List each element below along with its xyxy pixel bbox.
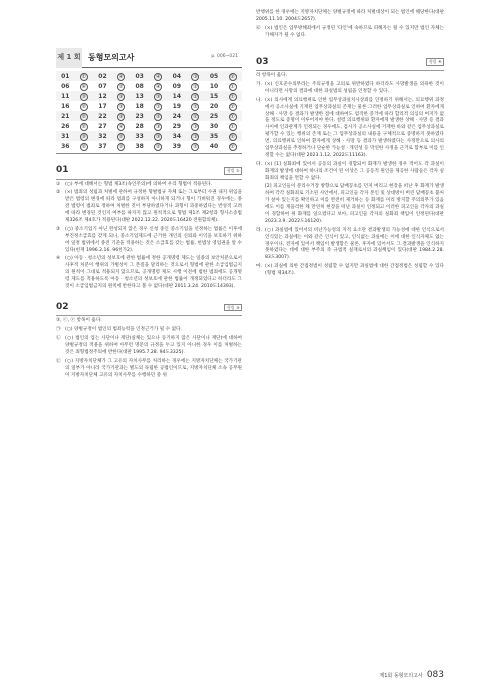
item-mark: 다. — [256, 161, 262, 167]
item-mark: 가. — [256, 81, 262, 87]
choice-circle: ③ — [118, 93, 124, 100]
answer-choice — [112, 111, 131, 121]
question-body-02 — [56, 318, 242, 379]
answer-tag — [426, 58, 444, 66]
answer-lead: 라 항목이 옳다. — [256, 73, 288, 79]
answer-choice — [75, 111, 94, 121]
divider — [56, 153, 242, 154]
answer-tag — [224, 167, 242, 175]
choice-circle: ② — [230, 133, 235, 140]
choice-circle: ② — [81, 113, 87, 120]
tag-answer: ④ — [438, 59, 442, 65]
question-body-01 — [56, 182, 242, 291]
answer-number: 07 — [98, 82, 107, 90]
answer-choice — [75, 101, 94, 111]
answer-choice — [186, 121, 205, 131]
answer-number: 14 — [168, 91, 187, 101]
list-item — [56, 190, 242, 224]
item-mark: ② — [56, 190, 61, 196]
answer-number: 29 — [172, 122, 182, 130]
answer-choice — [112, 131, 131, 141]
question-header-03 — [256, 56, 444, 72]
answer-number: 12 — [93, 91, 112, 101]
item-text: (○) 과실범에 있어서의 비난가능성의 지적 요소란 결과발생의 가능성에 대한 인식으로서 인식있는 과실에는 이와 같은 인식이 있고, 인식없는 과실에는 이에 대한 인식자체도 없는 경우이나, 전자에 있어서 책임이 발생함은 물론, 후자에 있어서도 그 결과발생을 인식하지 못하였다는 데에 대한 부주의 즉 규범적 실재로서의 과실책임이 있다(대판 1984.2.28. 83도3007). — [265, 227, 444, 261]
choice-circle: ② — [156, 143, 161, 150]
continued-text — [256, 10, 444, 40]
choice-circle: ④ — [118, 123, 124, 130]
choice-circle: ② — [193, 93, 198, 100]
choice-circle: ② — [230, 103, 235, 110]
answer-row — [56, 111, 242, 121]
answer-row — [56, 101, 242, 111]
question-body-03 — [256, 73, 444, 278]
list-item — [256, 26, 444, 40]
answer-number: 17 — [98, 102, 107, 110]
list-item — [56, 359, 242, 380]
answer-number: 22 — [93, 111, 112, 121]
answer-number: 03 — [130, 71, 149, 81]
item-text: (×) 과실에 의한 간접정범이 성립할 수 없지만 과실범에 대한 간접정범은 성립할 수 있다(형법 제34조). — [265, 264, 444, 277]
choice-circle: ② — [118, 83, 124, 90]
choice-circle: ③ — [156, 93, 161, 100]
answer-choice — [149, 71, 168, 81]
answer-number: 19 — [172, 102, 182, 110]
answer-number: 34 — [168, 131, 187, 141]
answer-choice — [149, 111, 168, 121]
list-item — [56, 256, 242, 290]
answer-number: 01 — [56, 71, 75, 81]
item-text: (○) 법인의 업는 사단이나 재단(실체는 있으나 등기하지 않은 사단이나 재단)에 대하여 양벌규정의 적용을 위하여 아무런 명문의 규정을 두고 있지 아니한 경우 이를 처벌하는 것은 죄형법정주의에 반한다(대판 1995.7.28. 94도3325). — [65, 336, 242, 355]
answer-choice — [186, 101, 205, 111]
tag-answer: ③ — [236, 304, 240, 310]
item-text: (×) 범죄의 성립과 처벌에 관하여 규정한 형벌법규 자체 또는 그로부터 수권 내지 위임을 받은 법령의 변경에 따라 범죄를 구성하지 아니하게 되거나 형이 가벼워진 경우에는, 종전 법령이 범죄로 정하여 처벌한 것이 부당하였다거나 과형이 과중하였다는 반성적 고려에 따라 변경된 것인지 여부를 따지지 않고 원칙적으로 형법 제1조 제2항과 형사소송법 제326조 제4호가 적용된다(대판 2022.12.22. 2020도16420 전원합의체). — [65, 190, 242, 223]
list-item — [56, 327, 242, 334]
list-item — [256, 264, 444, 278]
answer-choice — [112, 141, 131, 151]
answer-grid — [56, 71, 242, 151]
item-mark: 마. — [256, 264, 262, 270]
answer-number: 05 — [205, 71, 224, 81]
answer-lead: ③, ⓒ, ⓔ 항목이 옳다. — [56, 318, 102, 324]
list-item — [56, 227, 242, 255]
answer-number: 11 — [56, 91, 75, 101]
choice-circle: ③ — [156, 123, 161, 130]
answer-choice — [186, 71, 205, 81]
answer-choice — [186, 91, 205, 101]
answer-choice — [112, 121, 131, 131]
answer-choice — [112, 101, 131, 111]
item-text: (○) 중소기업기 아닌 완성되지 않은 경우 신청 중인 중소기업을 선정하는 법률은 이후에 부진정소급효를 갖게 되나, 중소기업제도에 근거한 개인의 신뢰와 이익을 보호하기 위하여 일정 범위에서 종전 기준을 적용하는 것은 소급효를 갖는 법률, 헌법상 영업권을 알 수 있다(헌재 1996.2.16. 96헌가2). — [65, 226, 242, 253]
answer-number: 16 — [61, 102, 70, 110]
item-text: (○) 부에 대해서는 형법 제3조(속인주의)에 의하여 우리 형법이 적용된다. — [65, 181, 213, 187]
answer-number: 18 — [135, 102, 144, 110]
answer-number: 32 — [93, 131, 112, 141]
answer-number: 27 — [98, 122, 107, 130]
question-number: 01 — [56, 165, 69, 175]
answer-number: 13 — [130, 91, 149, 101]
answer-choice — [75, 141, 94, 151]
answer-number: 30 — [209, 122, 219, 130]
choice-circle: ② — [193, 83, 198, 90]
answer-row — [56, 131, 242, 141]
answer-number: 21 — [56, 111, 75, 121]
answer-choice — [186, 81, 205, 91]
choice-circle: ④ — [156, 73, 161, 80]
tag-label: 형법 — [226, 167, 235, 173]
choice-circle: ④ — [81, 83, 87, 90]
item-mark: 라. — [256, 227, 262, 233]
left-column — [56, 48, 242, 379]
answer-choice — [149, 131, 168, 141]
answer-number: 09 — [172, 82, 182, 90]
item-text: (○) 아동 · 청소년의 성보호에 관한 법률에 정한 공개명령 제도는 일종의 보안처분으로서 사후적 처분이 행위의 가벌성이 그 본질을 달리하는 것으로서 형법에 관한 소급입법금지의 원칙이 그대로 적용되지 않으므로, 공개명령 제도 시행 이전에 범한 범죄에도 공개명령 제도를 적용하도록 아동 · 청소년의 성보호에 관한 법률이 개정되었다고 하더라도 그것이 소급입법금지의 원칙에 반한다고 볼 수 없다(대판 2011.3.24. 2010도14393). — [65, 256, 242, 289]
answer-choice — [223, 91, 242, 101]
answer-key-pages: p. 006~021 — [211, 54, 238, 60]
tag-label: 형법 — [428, 59, 437, 65]
answer-choice — [75, 131, 94, 141]
answer-choice — [149, 101, 168, 111]
choice-circle: ④ — [118, 73, 124, 80]
answer-number: 38 — [135, 142, 144, 150]
choice-circle: ② — [193, 143, 198, 150]
list-item — [256, 228, 444, 262]
choice-circle: ① — [230, 123, 235, 130]
item-text: (×) 법인은 업무방해죄에서 규정된 '타인'에 속하므로 피해자는 될 수 있지만 법인 자체는 가해자가 될 수 없다. — [265, 25, 444, 38]
right-column — [256, 8, 444, 278]
choice-circle: ② — [81, 123, 87, 130]
answer-number: 31 — [56, 131, 75, 141]
answer-number: 36 — [61, 142, 70, 150]
item-mark: ③ — [56, 226, 61, 232]
choice-circle: ② — [81, 103, 87, 110]
item-text: (×) 의사에게 의료행위로 인한 업무상과실치사상죄를 인정하기 위해서는, 의료행위 과정에서 공소사실에 기재된 업무상과실의 존재는 물론 그러한 업무상과실로 인하여 환자에게 상해 · 사망 등 결과가 발생한 점에 대하여도 엄격한 증거에 따라 합리적 의심의 여지가 없을 정도로 증명이 이루어져야 한다. 설령 의료행위와 환자에게 발생한 상해 · 사망 등 결과 사이에 인과관계가 인정되는 경우에도, 검사가 공소사실에 기재한 바와 같은 업무상과실로 평가할 수 있는 행위의 존재 또는 그 업무상과실의 내용을 구체적으로 증명하지 못하였다면, 의료행위로 인하여 환자에게 상해 · 사망 등 결과가 발생하였다는 사정만으로 의사의 업무상과실을 추정하거나 단순한 가능성 · 개연성 등 막연한 사정을 근거로 함부로 이를 인정할 수는 없다(대판 2023.1.12. 2022도11163). — [265, 97, 444, 158]
question-header-01 — [56, 164, 242, 180]
item-text: (×) 신호준수의무라는 주의규정을 고의로 위반하였다 하더라도 사망발생을 의욕한 것이 아니라면 사망의 결과에 대한 과실범의 성립을 인정할 수 있다. — [265, 81, 444, 94]
answer-choice — [112, 81, 131, 91]
answer-choice — [75, 121, 94, 131]
answer-number: 39 — [172, 142, 182, 150]
footer-title: 제1회 동형모의고사 — [379, 672, 423, 679]
continued-paragraph: 반행위를 한 경우에는 지방자치단체는 양벌규정에 따라 처벌대상이 되는 법인에 해당한다(대판 2005.11.10. 2004도2657). — [256, 10, 445, 22]
answer-choice — [223, 121, 242, 131]
answer-tag — [224, 304, 242, 312]
choice-circle: ③ — [118, 113, 124, 120]
item-text: (×) [1] 실화죄에 있어서 공동의 과실이 경합되어 화재가 발생한 경우 적어도 각 과실이 화재의 발생에 대하여 하나의 조건이 된 이상은 그 공동적 원인을 제공한 사람들은 각자 실화죄의 책임을 면할 수 없다. — [265, 161, 444, 181]
answer-number: 26 — [61, 122, 70, 130]
tag-label: 형법 — [226, 304, 235, 310]
answer-row — [56, 141, 242, 151]
answer-number: 24 — [168, 111, 187, 121]
answer-number: 15 — [205, 91, 224, 101]
answer-choice — [112, 91, 131, 101]
item-text: (○) 양벌규정이 법인의 범죄능력을 인정근거가 될 수 없다. — [65, 327, 182, 333]
choice-circle: ④ — [156, 83, 161, 90]
choice-circle: ② — [156, 113, 161, 120]
question-number: 02 — [56, 301, 69, 312]
choice-circle: ② — [193, 113, 198, 120]
answer-number: 06 — [61, 82, 70, 90]
answer-choice — [186, 111, 205, 121]
answer-choice — [223, 141, 242, 151]
answer-choice — [186, 141, 205, 151]
item-mark: ① — [56, 181, 61, 187]
answer-choice — [75, 81, 94, 91]
answer-choice — [149, 81, 168, 91]
answer-number: 33 — [130, 131, 149, 141]
choice-circle: ① — [230, 113, 235, 120]
item-mark: ㉣ — [256, 25, 261, 31]
answer-number: 25 — [205, 111, 224, 121]
answer-choice — [75, 71, 94, 81]
item-mark: 나. — [256, 97, 262, 103]
choice-circle: ③ — [156, 133, 161, 140]
answer-choice — [186, 131, 205, 141]
answer-key-title: 동형모의고사 — [88, 52, 135, 62]
answer-choice — [149, 91, 168, 101]
choice-circle: ② — [193, 103, 198, 110]
choice-circle: ② — [230, 143, 235, 150]
list-item — [256, 162, 444, 183]
answer-number: 28 — [135, 122, 144, 130]
choice-circle: ② — [118, 143, 124, 150]
answer-row — [56, 91, 242, 101]
choice-circle: ③ — [81, 133, 87, 140]
tag-answer: ① — [236, 167, 240, 173]
answer-row — [56, 81, 242, 91]
item-mark: ㉢ — [56, 358, 61, 364]
item-mark: ㉠ — [56, 327, 61, 333]
answer-number: 10 — [209, 82, 219, 90]
choice-circle: ① — [230, 83, 235, 90]
answer-number: 04 — [168, 71, 187, 81]
item-mark: ④ — [56, 256, 61, 262]
answer-choice — [223, 101, 242, 111]
answer-choice — [223, 81, 242, 91]
round-tab: 제 1 회 — [56, 48, 82, 68]
choice-circle: ③ — [81, 93, 87, 100]
item-mark — [256, 184, 265, 225]
answer-number: 37 — [98, 142, 107, 150]
choice-circle: ② — [81, 143, 87, 150]
list-item — [56, 182, 242, 189]
question-header-02 — [56, 301, 242, 317]
answer-number: 23 — [130, 111, 149, 121]
choice-circle: ① — [156, 103, 161, 110]
choice-circle: ① — [230, 93, 235, 100]
answer-number: 08 — [135, 82, 144, 90]
choice-circle: ③ — [193, 133, 198, 140]
answer-choice — [112, 71, 131, 81]
answer-row — [56, 71, 242, 81]
list-item — [256, 98, 444, 160]
choice-circle: ② — [118, 133, 124, 140]
choice-circle: ② — [230, 73, 235, 80]
answer-row — [56, 121, 242, 131]
list-item — [256, 184, 444, 225]
item-text: (○) 지방자치단체가 그 고유의 자치사무를 처리하는 경우에는 지방자치단체는 국가기관의 일부가 아니라 국가기관과는 별도의 독립한 공법인이므로, 지방자치단체 소속 공무원이 지방자치단체 고유의 자치사무를 수행하던 중 위 — [65, 358, 242, 378]
answer-key-header — [56, 48, 242, 68]
question-number: 03 — [256, 56, 269, 67]
answer-choice — [223, 131, 242, 141]
answer-number: 40 — [209, 142, 219, 150]
choice-circle: ③ — [193, 123, 198, 130]
answer-number: 20 — [209, 102, 219, 110]
list-item — [256, 82, 444, 96]
answer-number: 02 — [93, 71, 112, 81]
answer-choice — [223, 111, 242, 121]
item-mark: ㉡ — [56, 336, 61, 342]
page-footer — [379, 669, 444, 683]
choice-circle: ③ — [118, 103, 124, 110]
answer-number: 35 — [205, 131, 224, 141]
answer-choice — [149, 141, 168, 151]
answer-choice — [75, 91, 94, 101]
page-number: 083 — [426, 669, 444, 680]
choice-circle: ③ — [193, 73, 198, 80]
list-item — [56, 336, 242, 357]
choice-circle: ① — [81, 73, 87, 80]
answer-choice — [223, 71, 242, 81]
answer-choice — [149, 121, 168, 131]
item-text: [2] 피고인들이 분리수거장 방향으로 담배꽁초를 던져 버리고 현장을 떠난 후 화재가 발생하여 각각 실화죄로 기소된 사안에서, 피고인들 각자 본인 및 상대방이 버린 담배꽁초 불씨가 살아 있는지를 확인하고 이를 완전히 제거하는 등 화재를 미리 방지할 주의의무가 있음에도 이를 게을리한 채 만연히 현장을 떠난 과실이 인정되고 이러한 피고인들 각자의 과실이 경합하여 위 화재를 일으켰다고 보아, 피고인들 각자의 실화죄 책임이 인정된다(대판 2023.3.9. 2022도16120). — [265, 184, 444, 224]
